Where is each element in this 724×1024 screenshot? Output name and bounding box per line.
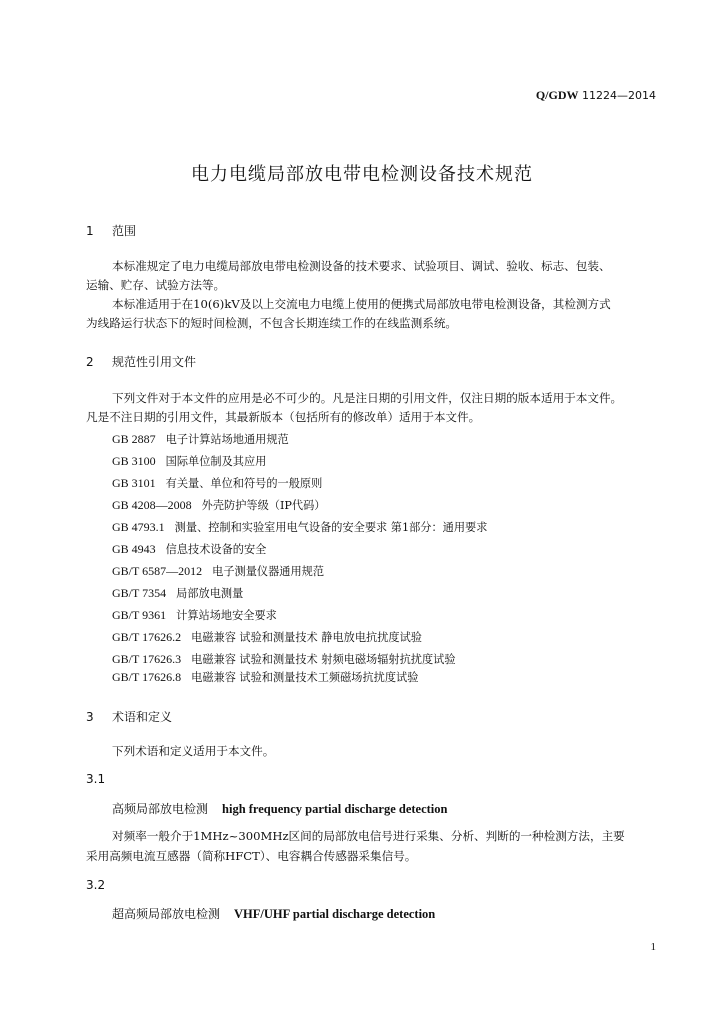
reference-item: GB 3100 国际单位制及其应用 [112,454,267,468]
section-1-para-1-line-1: 本标准规定了电力电缆局部放电带电检测设备的技术要求、试验项目、调试、验收、标志、包装、 [112,259,611,273]
standard-code [536,88,656,103]
reference-item: GB/T 17626.8 电磁兼容 试验和测量技术工频磁场抗扰度试验 [112,670,419,684]
section-3-heading [86,708,172,725]
section-3-number: 3 [86,710,94,724]
section-3-title: 术语和定义 [112,710,173,724]
reference-item: GB 4208—2008 外壳防护等级（IP代码） [112,498,326,512]
reference-item: GB/T 17626.2 电磁兼容 试验和测量技术 静电放电抗扰度试验 [112,630,422,644]
document-title: 电力电缆局部放电带电检测设备技术规范 [191,164,533,185]
term-3-1-definition-line-2: 采用高频电流互感器（简称HFCT）、电容耦合传感器采集信号。 [86,849,417,863]
section-2-number: 2 [86,355,94,369]
term-3-1-zh: 高频局部放电检测 [112,802,209,816]
reference-item: GB 2887 电子计算站场地通用规范 [112,432,289,446]
term-3-2-heading [112,905,435,922]
section-2-title: 规范性引用文件 [112,355,197,369]
term-3-2-number: 3.2 [86,878,106,892]
standard-code-prefix: Q/GDW [535,88,579,102]
section-1-para-2-line-1: 本标准适用于在10(6)kV及以上交流电力电缆上使用的便携式局部放电带电检测设备，其检测方式 [112,297,611,311]
reference-item: GB/T 9361 计算站场地安全要求 [112,608,277,622]
term-3-1-number: 3.1 [86,772,106,786]
term-3-2-zh: 超高频局部放电检测 [112,907,221,921]
section-1-title: 范围 [112,224,137,238]
reference-item: GB 3101 有关量、单位和符号的一般原则 [112,476,323,490]
standard-code-number: 11224—2014 [582,89,656,102]
term-3-1-en: high frequency partial discharge detection [222,802,448,816]
section-2-para-line-1: 下列文件对于本文件的应用是必不可少的。凡是注日期的引用文件，仅注日期的版本适用于本文件。 [112,391,623,405]
term-3-1-heading [112,800,447,817]
term-3-1-definition-line-1: 对频率一般介于1MHz~300MHz区间的局部放电信号进行采集、分析、判断的一种检测方法，主要 [112,829,625,843]
section-1-para-2-line-2: 为线路运行状态下的短时间检测，不包含长期连续工作的在线监测系统。 [86,316,458,330]
section-2-para-line-2: 凡是不注日期的引用文件，其最新版本（包括所有的修改单）适用于本文件。 [86,410,481,424]
reference-item: GB/T 7354 局部放电测量 [112,586,244,600]
reference-item: GB/T 6587—2012 电子测量仪器通用规范 [112,564,325,578]
page-number: 1 [650,941,656,953]
reference-item: GB/T 17626.3 电磁兼容 试验和测量技术 射频电磁场辐射抗扰度试验 [112,652,456,666]
section-1-para-1-line-2: 运输、贮存、试验方法等。 [86,278,226,292]
term-3-2-en: VHF/UHF partial discharge detection [234,907,436,921]
reference-item: GB 4943 信息技术设备的安全 [112,542,267,556]
section-3-intro: 下列术语和定义适用于本文件。 [112,744,275,758]
reference-item: GB 4793.1 测量、控制和实验室用电气设备的安全要求 第1部分：通用要求 [112,520,488,534]
section-1-number: 1 [86,224,94,238]
section-1-heading [86,222,136,239]
section-2-heading [86,353,196,370]
